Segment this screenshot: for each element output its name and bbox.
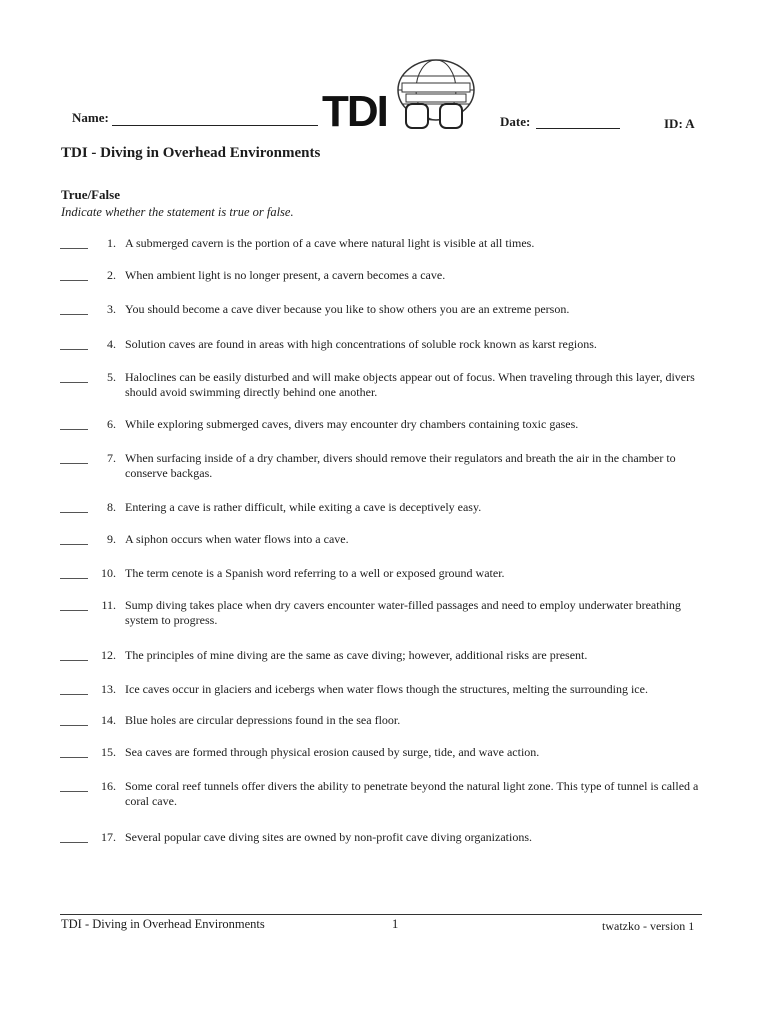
answer-blank[interactable] bbox=[60, 842, 88, 843]
answer-blank[interactable] bbox=[60, 578, 88, 579]
question-number: 17. bbox=[101, 830, 116, 844]
question-number: 6. bbox=[107, 417, 116, 431]
question-number: 15. bbox=[101, 745, 116, 759]
question-text: Blue holes are circular depressions found in the sea floor. bbox=[125, 713, 401, 727]
tdi-logo bbox=[322, 56, 476, 130]
question-text: You should become a cave diver because you like to show others you are an extreme person. bbox=[125, 302, 570, 316]
question-text: A submerged cavern is the portion of a cave where natural light is visible at all times. bbox=[125, 236, 535, 250]
question-text: The principles of mine diving are the same as cave diving; however, additional risks are present. bbox=[125, 648, 588, 662]
question-text: Sea caves are formed through physical erosion caused by surge, tide, and wave action. bbox=[125, 745, 540, 759]
answer-blank[interactable] bbox=[60, 725, 88, 726]
question-number: 9. bbox=[107, 532, 116, 546]
question-number: 14. bbox=[101, 713, 116, 727]
question-text: Entering a cave is rather difficult, while exiting a cave is deceptively easy. bbox=[125, 500, 482, 514]
logo-wordmark: TDI bbox=[322, 87, 387, 130]
answer-blank[interactable] bbox=[60, 694, 88, 695]
answer-blank[interactable] bbox=[60, 314, 88, 315]
answer-blank[interactable] bbox=[60, 463, 88, 464]
name-field-line[interactable] bbox=[112, 125, 318, 126]
question-number: 11. bbox=[101, 598, 116, 612]
answer-blank[interactable] bbox=[60, 382, 88, 383]
date-label: Date: bbox=[500, 114, 531, 129]
question-text: Some coral reef tunnels offer divers the ability to penetrate beyond the natural light zone. This type of tunnel is called a coral cave. bbox=[125, 779, 699, 808]
answer-blank[interactable] bbox=[60, 791, 88, 792]
question-number: 3. bbox=[107, 302, 116, 316]
question-number: 1. bbox=[107, 236, 116, 250]
answer-blank[interactable] bbox=[60, 512, 88, 513]
footer-divider bbox=[60, 914, 702, 915]
name-label: Name: bbox=[72, 110, 109, 125]
question-text: A siphon occurs when water flows into a cave. bbox=[125, 532, 349, 546]
question-text: Several popular cave diving sites are owned by non-profit cave diving organizations. bbox=[125, 830, 532, 844]
question-text: When surfacing inside of a dry chamber, divers should remove their regulators and breath the air in the chamber to conserve backgas. bbox=[125, 451, 676, 480]
answer-blank[interactable] bbox=[60, 610, 88, 611]
question-number: 7. bbox=[107, 451, 116, 465]
question-text: Solution caves are found in areas with high concentrations of soluble rock known as karst regions. bbox=[125, 337, 597, 351]
question-number: 10. bbox=[101, 566, 116, 580]
question-text: While exploring submerged caves, divers may encounter dry chambers containing toxic gases. bbox=[125, 417, 579, 431]
answer-blank[interactable] bbox=[60, 280, 88, 281]
answer-blank[interactable] bbox=[60, 248, 88, 249]
question-number: 5. bbox=[107, 370, 116, 384]
question-number: 2. bbox=[107, 268, 116, 282]
worksheet-title: TDI - Diving in Overhead Environments bbox=[61, 145, 321, 161]
id-label: ID: A bbox=[664, 116, 695, 131]
answer-blank[interactable] bbox=[60, 544, 88, 545]
question-number: 16. bbox=[101, 779, 116, 793]
answer-blank[interactable] bbox=[60, 349, 88, 350]
answer-blank[interactable] bbox=[60, 757, 88, 758]
question-number: 13. bbox=[101, 682, 116, 696]
section-instructions: Indicate whether the statement is true or false. bbox=[61, 205, 294, 219]
footer-page-number: 1 bbox=[392, 917, 399, 931]
date-field-line[interactable] bbox=[536, 128, 620, 129]
section-title: True/False bbox=[61, 187, 120, 202]
question-number: 4. bbox=[107, 337, 116, 351]
answer-blank[interactable] bbox=[60, 429, 88, 430]
footer-title: TDI - Diving in Overhead Environments bbox=[61, 917, 265, 931]
footer-version: twatzko - version 1 bbox=[602, 919, 695, 933]
question-text: Haloclines can be easily disturbed and will make objects appear out of focus. When traveling through this layer, divers should avoid swimming directly behind one another. bbox=[125, 370, 695, 399]
question-text: Sump diving takes place when dry cavers encounter water-filled passages and need to employ underwater breathing system to progress. bbox=[125, 598, 681, 627]
question-number: 8. bbox=[107, 500, 116, 514]
answer-blank[interactable] bbox=[60, 660, 88, 661]
question-text: When ambient light is no longer present, a cavern becomes a cave. bbox=[125, 268, 446, 282]
question-text: Ice caves occur in glaciers and icebergs when water flows though the structures, melting the surrounding ice. bbox=[125, 682, 648, 696]
question-number: 12. bbox=[101, 648, 116, 662]
question-text: The term cenote is a Spanish word referring to a well or exposed ground water. bbox=[125, 566, 505, 580]
